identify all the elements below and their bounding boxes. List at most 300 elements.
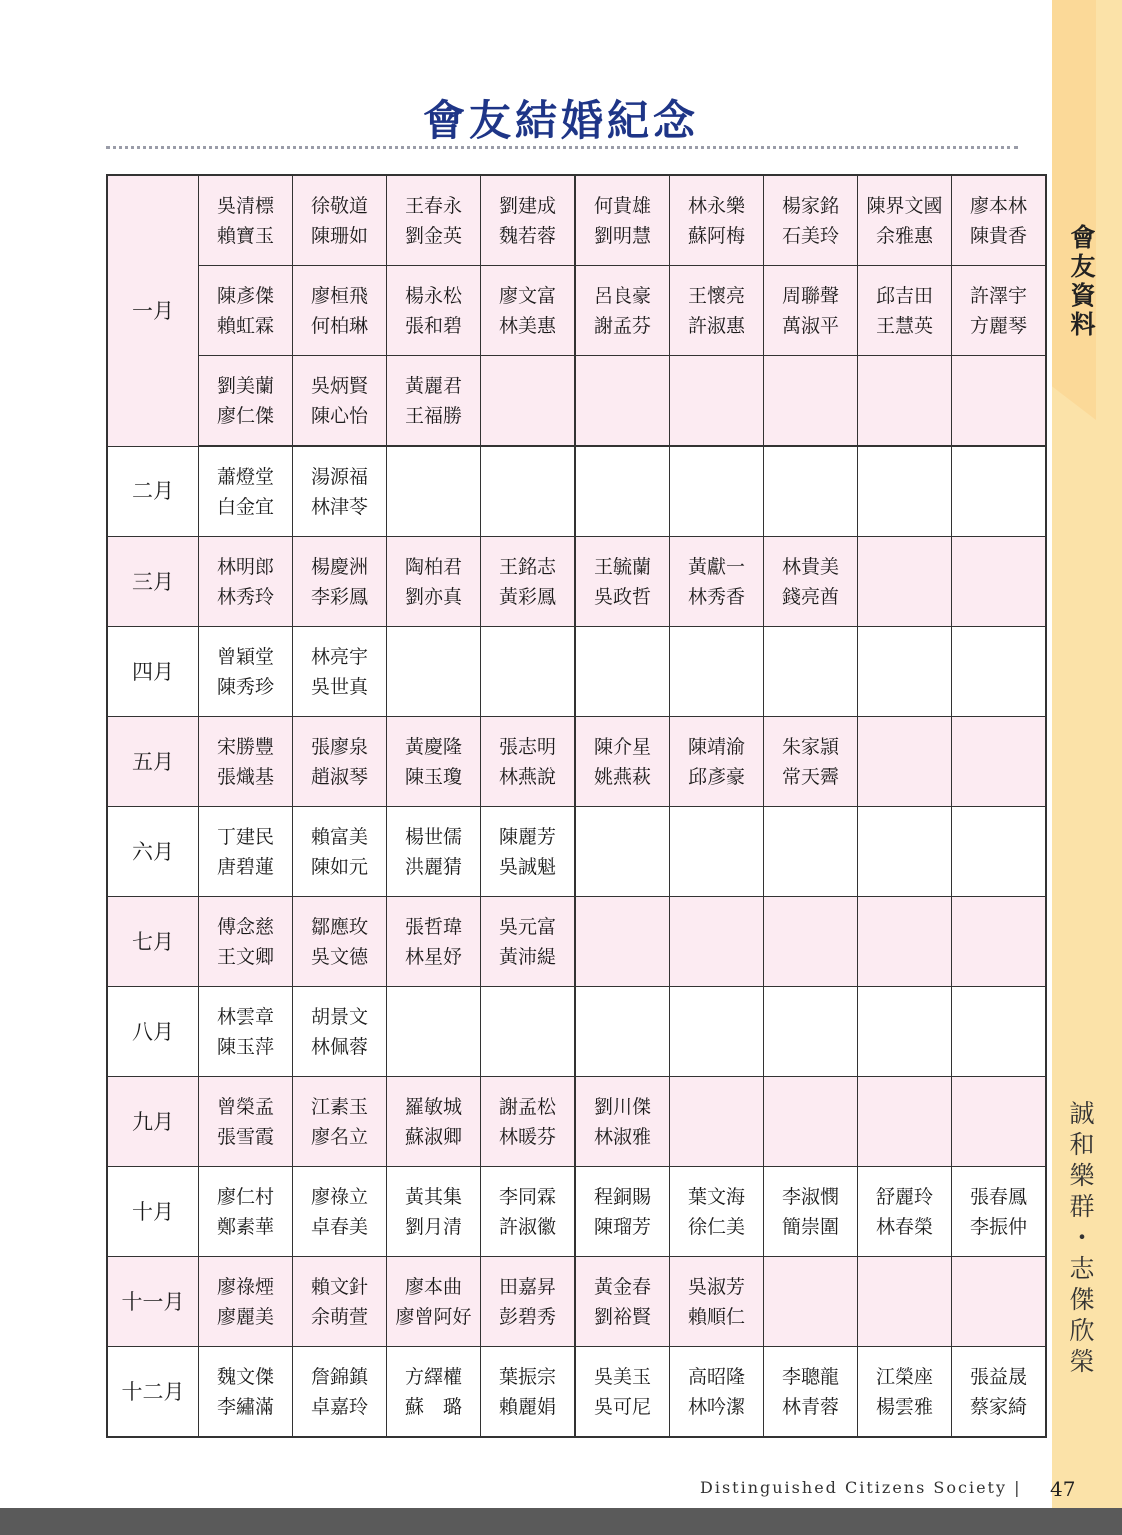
footer-society-name: Distinguished Citizens Society | — [700, 1478, 1022, 1497]
wife-name: 林佩蓉 — [310, 1035, 368, 1058]
wife-name: 魏若蓉 — [498, 224, 556, 247]
wife-name: 劉金英 — [404, 224, 462, 247]
husband-name: 王銘志 — [498, 555, 556, 578]
couple-cell — [764, 807, 858, 897]
husband-name: 黃麗君 — [404, 374, 462, 397]
month-label: 四月 — [107, 627, 199, 717]
couple-cell — [670, 1257, 764, 1347]
wife-name: 余雅惠 — [875, 224, 933, 247]
husband-name: 湯源福 — [310, 465, 368, 488]
wife-name: 吳誠魁 — [498, 855, 556, 878]
table-row — [107, 1167, 1046, 1257]
table-row — [107, 175, 1046, 266]
couple-cell — [387, 446, 481, 537]
couple-cell — [858, 266, 952, 356]
couple-cell — [199, 175, 293, 266]
couple-cell — [764, 446, 858, 537]
couple-cell — [858, 537, 952, 627]
couple-cell — [764, 1347, 858, 1438]
husband-name: 賴富美 — [310, 825, 368, 848]
couple-cell — [199, 1257, 293, 1347]
couple-cell — [858, 446, 952, 537]
husband-name: 胡景文 — [310, 1005, 368, 1028]
couple-cell — [481, 175, 576, 266]
wife-name: 許淑徽 — [498, 1215, 556, 1238]
couple-cell — [952, 717, 1047, 807]
wife-name: 賴麗娟 — [498, 1395, 556, 1418]
couple-cell — [199, 627, 293, 717]
husband-name: 張益晟 — [969, 1365, 1027, 1388]
couple-cell — [575, 175, 670, 266]
couple-cell — [481, 446, 576, 537]
wife-name: 鄭素華 — [216, 1215, 274, 1238]
month-label: 五月 — [107, 717, 199, 807]
couple-cell — [481, 356, 576, 447]
couple-cell — [764, 356, 858, 447]
husband-name: 吳清標 — [216, 194, 274, 217]
couple-cell — [858, 627, 952, 717]
wife-name: 劉明慧 — [593, 224, 651, 247]
couple-cell — [293, 1167, 387, 1257]
couple-cell — [199, 1167, 293, 1257]
couple-cell — [575, 446, 670, 537]
wife-name: 萬淑平 — [781, 314, 839, 337]
wife-name: 蘇 璐 — [404, 1395, 462, 1418]
couple-cell — [293, 987, 387, 1077]
couple-cell — [199, 717, 293, 807]
couple-cell — [858, 1347, 952, 1438]
couple-cell — [481, 1077, 576, 1167]
husband-name: 賴文針 — [310, 1275, 368, 1298]
couple-cell — [858, 175, 952, 266]
husband-name: 何貴雄 — [593, 194, 651, 217]
couple-cell — [293, 175, 387, 266]
couple-cell — [952, 356, 1047, 447]
husband-name: 陳界文國 — [866, 194, 943, 217]
month-label: 八月 — [107, 987, 199, 1077]
couple-cell — [575, 356, 670, 447]
couple-cell — [387, 627, 481, 717]
wife-name: 謝孟芬 — [593, 314, 651, 337]
couple-cell — [952, 987, 1047, 1077]
wife-name: 廖麗美 — [216, 1305, 274, 1328]
wife-name: 林青蓉 — [781, 1395, 839, 1418]
husband-name: 張哲瑋 — [404, 915, 462, 938]
husband-name: 黃金春 — [593, 1275, 651, 1298]
husband-name: 許澤宇 — [969, 284, 1027, 307]
month-label: 十一月 — [107, 1257, 199, 1347]
husband-name: 蕭燈堂 — [216, 465, 274, 488]
couple-cell — [858, 1077, 952, 1167]
couple-cell — [387, 1257, 481, 1347]
couple-cell — [670, 1077, 764, 1167]
wife-name: 卓嘉玲 — [310, 1395, 368, 1418]
couple-cell — [670, 446, 764, 537]
couple-cell — [575, 1257, 670, 1347]
couple-cell — [670, 175, 764, 266]
husband-name: 劉川傑 — [593, 1095, 651, 1118]
side-tab-flag — [1052, 0, 1096, 420]
couple-cell — [481, 627, 576, 717]
couple-cell — [387, 1347, 481, 1438]
couple-cell — [858, 897, 952, 987]
husband-name: 楊世儒 — [404, 825, 462, 848]
month-label: 一月 — [107, 175, 199, 446]
husband-name: 呂良豪 — [593, 284, 651, 307]
couple-cell — [858, 1167, 952, 1257]
wife-name: 劉裕賢 — [593, 1305, 651, 1328]
husband-name: 廖文富 — [498, 284, 556, 307]
couple-cell — [764, 1167, 858, 1257]
husband-name: 張廖泉 — [310, 735, 368, 758]
couple-cell — [199, 897, 293, 987]
wife-name: 林津苓 — [310, 495, 368, 518]
couple-cell — [764, 897, 858, 987]
couple-cell — [575, 537, 670, 627]
side-tab-label: 會友資料 — [1067, 224, 1096, 340]
husband-name: 陳介星 — [593, 735, 651, 758]
couple-cell — [952, 1257, 1047, 1347]
couple-cell — [293, 266, 387, 356]
wife-name: 余萌萱 — [310, 1305, 368, 1328]
couple-cell — [575, 807, 670, 897]
table-row — [107, 356, 1046, 447]
wife-name: 廖曾阿好 — [395, 1305, 472, 1328]
couple-cell — [293, 1257, 387, 1347]
husband-name: 張春鳳 — [969, 1185, 1027, 1208]
couple-cell — [670, 537, 764, 627]
wife-name: 林秀玲 — [216, 585, 274, 608]
husband-name: 周聯聲 — [781, 284, 839, 307]
husband-name: 葉振宗 — [498, 1365, 556, 1388]
couple-cell — [858, 987, 952, 1077]
table-row — [107, 1347, 1046, 1438]
wife-name: 林暖芬 — [498, 1125, 556, 1148]
wife-name: 蘇阿梅 — [687, 224, 745, 247]
husband-name: 劉建成 — [498, 194, 556, 217]
couple-cell — [481, 1167, 576, 1257]
couple-cell — [481, 537, 576, 627]
couple-cell — [952, 1077, 1047, 1167]
husband-name: 李同霖 — [498, 1185, 556, 1208]
wife-name: 彭碧秀 — [498, 1305, 556, 1328]
wife-name: 吳政哲 — [593, 585, 651, 608]
table-row — [107, 266, 1046, 356]
couple-cell — [952, 807, 1047, 897]
wife-name: 林秀香 — [687, 585, 745, 608]
table-row — [107, 1077, 1046, 1167]
couple-cell — [387, 1077, 481, 1167]
couple-cell — [387, 356, 481, 447]
wife-name: 方麗琴 — [969, 314, 1027, 337]
wife-name: 賴虹霖 — [216, 314, 274, 337]
page-number: 47 — [1050, 1477, 1076, 1501]
husband-name: 葉文海 — [687, 1185, 745, 1208]
wife-name: 吳文德 — [310, 945, 368, 968]
husband-name: 張志明 — [498, 735, 556, 758]
wife-name: 張熾基 — [216, 765, 274, 788]
table-row — [107, 897, 1046, 987]
husband-name: 詹錦鎮 — [310, 1365, 368, 1388]
wife-name: 王福勝 — [404, 404, 462, 427]
husband-name: 楊家銘 — [781, 194, 839, 217]
couple-cell — [952, 537, 1047, 627]
couple-cell — [670, 356, 764, 447]
husband-name: 宋勝豐 — [216, 735, 274, 758]
husband-name: 吳元富 — [498, 915, 556, 938]
couple-cell — [670, 1167, 764, 1257]
couple-cell — [575, 897, 670, 987]
couple-cell — [764, 627, 858, 717]
couple-cell — [293, 1077, 387, 1167]
wife-name: 張雪霞 — [216, 1125, 274, 1148]
wife-name: 楊雲雅 — [875, 1395, 933, 1418]
wife-name: 黃沛緹 — [498, 945, 556, 968]
husband-name: 吳美玉 — [593, 1365, 651, 1388]
husband-name: 陳彥傑 — [216, 284, 274, 307]
wife-name: 白金宜 — [216, 495, 274, 518]
couple-cell — [387, 266, 481, 356]
couple-cell — [575, 1167, 670, 1257]
husband-name: 王春永 — [404, 194, 462, 217]
husband-name: 陳靖渝 — [687, 735, 745, 758]
wife-name: 邱彥豪 — [687, 765, 745, 788]
couple-cell — [952, 1347, 1047, 1438]
couple-cell — [764, 717, 858, 807]
couple-cell — [764, 1077, 858, 1167]
wife-name: 賴順仁 — [687, 1305, 745, 1328]
husband-name: 陳麗芳 — [498, 825, 556, 848]
couple-cell — [575, 627, 670, 717]
couple-cell — [387, 175, 481, 266]
couple-cell — [293, 717, 387, 807]
couple-cell — [293, 897, 387, 987]
couple-cell — [293, 807, 387, 897]
month-label: 七月 — [107, 897, 199, 987]
husband-name: 黃其集 — [404, 1185, 462, 1208]
wife-name: 吳可尼 — [593, 1395, 651, 1418]
month-label: 二月 — [107, 446, 199, 537]
wife-name: 林星妤 — [404, 945, 462, 968]
husband-name: 羅敏城 — [404, 1095, 462, 1118]
husband-name: 王毓蘭 — [593, 555, 651, 578]
husband-name: 吳炳賢 — [310, 374, 368, 397]
couple-cell — [952, 446, 1047, 537]
couple-cell — [481, 717, 576, 807]
wife-name: 林美惠 — [498, 314, 556, 337]
wife-name: 蔡家綺 — [969, 1395, 1027, 1418]
husband-name: 楊永松 — [404, 284, 462, 307]
couple-cell — [481, 1257, 576, 1347]
couple-cell — [199, 537, 293, 627]
table-row — [107, 807, 1046, 897]
couple-cell — [575, 987, 670, 1077]
table-row — [107, 1257, 1046, 1347]
couple-cell — [952, 897, 1047, 987]
couple-cell — [387, 987, 481, 1077]
husband-name: 程銅賜 — [593, 1185, 651, 1208]
title-divider — [106, 146, 1018, 149]
wife-name: 陳珊如 — [310, 224, 368, 247]
husband-name: 劉美蘭 — [216, 374, 274, 397]
husband-name: 林亮宇 — [310, 645, 368, 668]
wife-name: 常天霽 — [781, 765, 839, 788]
wife-name: 趙淑琴 — [310, 765, 368, 788]
wife-name: 卓春美 — [310, 1215, 368, 1238]
couple-cell — [764, 175, 858, 266]
couple-cell — [199, 807, 293, 897]
couple-cell — [670, 1347, 764, 1438]
table-row — [107, 717, 1046, 807]
couple-cell — [387, 897, 481, 987]
couple-cell — [199, 1077, 293, 1167]
wife-name: 林淑雅 — [593, 1125, 651, 1148]
husband-name: 林貴美 — [781, 555, 839, 578]
husband-name: 魏文傑 — [216, 1365, 274, 1388]
couple-cell — [575, 1347, 670, 1438]
husband-name: 林明郎 — [216, 555, 274, 578]
wife-name: 李振仲 — [969, 1215, 1027, 1238]
husband-name: 邱吉田 — [875, 284, 933, 307]
bottom-bar — [0, 1508, 1122, 1535]
couple-cell — [199, 987, 293, 1077]
couple-cell — [481, 807, 576, 897]
wife-name: 錢亮酋 — [781, 585, 839, 608]
wife-name: 張和碧 — [404, 314, 462, 337]
wife-name: 陳秀珍 — [216, 675, 274, 698]
wife-name: 洪麗猜 — [404, 855, 462, 878]
husband-name: 廖祿煙 — [216, 1275, 274, 1298]
husband-name: 吳淑芳 — [687, 1275, 745, 1298]
couple-cell — [670, 627, 764, 717]
couple-cell — [764, 987, 858, 1077]
wife-name: 黃彩鳳 — [498, 585, 556, 608]
couple-cell — [952, 1167, 1047, 1257]
wife-name: 陳貴香 — [969, 224, 1027, 247]
husband-name: 楊慶洲 — [310, 555, 368, 578]
husband-name: 傅念慈 — [216, 915, 274, 938]
husband-name: 江榮座 — [875, 1365, 933, 1388]
husband-name: 江素玉 — [310, 1095, 368, 1118]
couple-cell — [858, 807, 952, 897]
couple-cell — [387, 717, 481, 807]
husband-name: 廖本曲 — [404, 1275, 462, 1298]
couple-cell — [764, 537, 858, 627]
wife-name: 石美玲 — [781, 224, 839, 247]
couple-cell — [387, 807, 481, 897]
husband-name: 陶柏君 — [404, 555, 462, 578]
wife-name: 徐仁美 — [687, 1215, 745, 1238]
couple-cell — [858, 1257, 952, 1347]
husband-name: 田嘉昇 — [498, 1275, 556, 1298]
table-row — [107, 446, 1046, 537]
husband-name: 廖桓飛 — [310, 284, 368, 307]
husband-name: 王懷亮 — [687, 284, 745, 307]
couple-cell — [575, 266, 670, 356]
wife-name: 林春榮 — [875, 1215, 933, 1238]
wife-name: 姚燕萩 — [593, 765, 651, 788]
husband-name: 林雲章 — [216, 1005, 274, 1028]
couple-cell — [293, 627, 387, 717]
page-title: 會友結婚紀念 — [422, 96, 699, 145]
couple-cell — [387, 1167, 481, 1257]
wife-name: 蘇淑卿 — [404, 1125, 462, 1148]
wife-name: 劉月清 — [404, 1215, 462, 1238]
wife-name: 劉亦真 — [404, 585, 462, 608]
couple-cell — [952, 175, 1047, 266]
month-label: 六月 — [107, 807, 199, 897]
couple-cell — [670, 717, 764, 807]
husband-name: 黃慶隆 — [404, 735, 462, 758]
couple-cell — [670, 266, 764, 356]
couple-cell — [199, 356, 293, 447]
wife-name: 王慧英 — [875, 314, 933, 337]
month-label: 十二月 — [107, 1347, 199, 1438]
husband-name: 曾穎堂 — [216, 645, 274, 668]
husband-name: 舒麗玲 — [875, 1185, 933, 1208]
couple-cell — [670, 807, 764, 897]
couple-cell — [670, 987, 764, 1077]
husband-name: 廖祿立 — [310, 1185, 368, 1208]
husband-name: 黃獻一 — [687, 555, 745, 578]
month-label: 十月 — [107, 1167, 199, 1257]
couple-cell — [481, 1347, 576, 1438]
side-motto: 誠和樂群・志傑欣榮 — [1066, 1100, 1095, 1379]
couple-cell — [199, 266, 293, 356]
couple-cell — [858, 356, 952, 447]
couple-cell — [764, 1257, 858, 1347]
wife-name: 李繡滿 — [216, 1395, 274, 1418]
husband-name: 曾榮孟 — [216, 1095, 274, 1118]
husband-name: 廖仁村 — [216, 1185, 274, 1208]
couple-cell — [575, 1077, 670, 1167]
wife-name: 陳瑠芳 — [593, 1215, 651, 1238]
wife-name: 何柏琳 — [310, 314, 368, 337]
couple-cell — [387, 537, 481, 627]
husband-name: 李淑憫 — [781, 1185, 839, 1208]
couple-cell — [952, 627, 1047, 717]
wife-name: 許淑惠 — [687, 314, 745, 337]
couple-cell — [858, 717, 952, 807]
wife-name: 陳玉瓊 — [404, 765, 462, 788]
husband-name: 徐敬道 — [310, 194, 368, 217]
wife-name: 林吟潔 — [687, 1395, 745, 1418]
husband-name: 鄒應玫 — [310, 915, 368, 938]
table-row — [107, 987, 1046, 1077]
couple-cell — [670, 897, 764, 987]
couple-cell — [293, 356, 387, 447]
husband-name: 朱家頴 — [781, 735, 839, 758]
couple-cell — [764, 266, 858, 356]
wife-name: 李彩鳳 — [310, 585, 368, 608]
wife-name: 陳心怡 — [310, 404, 368, 427]
couple-cell — [293, 1347, 387, 1438]
husband-name: 謝孟松 — [498, 1095, 556, 1118]
wife-name: 唐碧蓮 — [216, 855, 274, 878]
couple-cell — [481, 266, 576, 356]
couple-cell — [199, 1347, 293, 1438]
wife-name: 陳如元 — [310, 855, 368, 878]
table-row — [107, 537, 1046, 627]
month-label: 三月 — [107, 537, 199, 627]
husband-name: 李聰龍 — [781, 1365, 839, 1388]
couple-cell — [293, 537, 387, 627]
couple-cell — [199, 446, 293, 537]
couple-cell — [952, 266, 1047, 356]
couple-cell — [293, 446, 387, 537]
wife-name: 賴寶玉 — [216, 224, 274, 247]
couple-cell — [481, 987, 576, 1077]
